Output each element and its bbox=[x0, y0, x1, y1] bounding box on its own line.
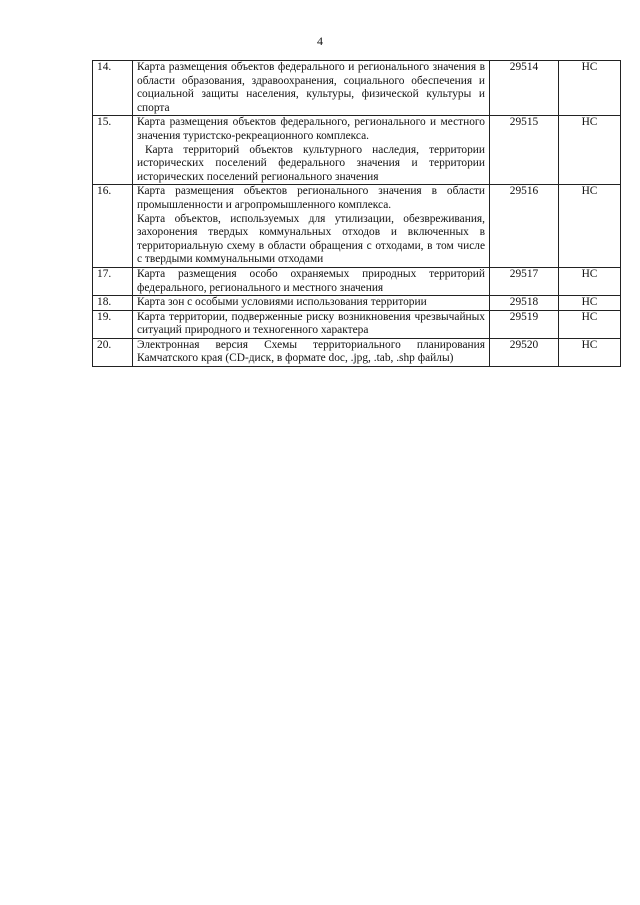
documents-table bbox=[92, 60, 621, 367]
row-title-paragraph: Карта объектов, используемых для утилизации, обезвреживания, захоронения твердых коммунальных отходов и включенных в территориальную схему в области обращения с отходами, в том числе с твердыми коммунальными отходами bbox=[137, 212, 485, 266]
table-row bbox=[93, 310, 621, 338]
row-code: 29514 bbox=[490, 61, 559, 116]
row-mark: НС bbox=[559, 61, 621, 116]
row-code: 29516 bbox=[490, 185, 559, 268]
row-number: 18. bbox=[93, 296, 133, 311]
row-title-paragraph: Карта размещения объектов регионального значения в области промышленности и агропромышленного комплекса. bbox=[137, 185, 485, 211]
row-title-paragraph: Электронная версия Схемы территориального планирования Камчатского края (CD-диск, в формате doc, .jpg, .tab, .shp файлы) bbox=[137, 338, 485, 365]
table-row bbox=[93, 267, 621, 295]
row-title-paragraph: Карта размещения особо охраняемых природных территорий федерального, регионального и местного значения bbox=[137, 267, 485, 294]
row-code: 29515 bbox=[490, 116, 559, 185]
row-number: 14. bbox=[93, 61, 133, 116]
row-mark: НС bbox=[559, 116, 621, 185]
row-code: 29520 bbox=[490, 338, 559, 366]
row-title-paragraph: Карта зон с особыми условиями использования территории bbox=[137, 296, 427, 309]
row-number: 17. bbox=[93, 267, 133, 295]
row-number: 16. bbox=[93, 185, 133, 268]
row-mark: НС bbox=[559, 267, 621, 295]
row-title bbox=[133, 338, 490, 366]
table-row bbox=[93, 185, 621, 268]
row-number: 19. bbox=[93, 310, 133, 338]
table-row bbox=[93, 296, 621, 311]
row-title bbox=[133, 310, 490, 338]
table-row bbox=[93, 116, 621, 185]
row-title bbox=[133, 296, 490, 311]
documents-table-body bbox=[93, 61, 621, 367]
row-number: 20. bbox=[93, 338, 133, 366]
row-mark: НС bbox=[559, 185, 621, 268]
table-row bbox=[93, 61, 621, 116]
row-mark: НС bbox=[559, 310, 621, 338]
row-title-paragraph: Карта размещения объектов федерального, регионального и местного значения туристско-рекреационного комплекса. bbox=[137, 116, 485, 142]
row-number: 15. bbox=[93, 116, 133, 185]
table-row bbox=[93, 338, 621, 366]
row-title bbox=[133, 116, 490, 185]
row-title bbox=[133, 267, 490, 295]
row-code: 29517 bbox=[490, 267, 559, 295]
row-title-paragraph: Карта территорий объектов культурного наследия, территории исторических поселений федерального значения и территории исторических поселений регионального значения bbox=[137, 143, 485, 183]
row-title bbox=[133, 185, 490, 268]
row-title-paragraph: Карта территории, подверженные риску возникновения чрезвычайных ситуаций природного и техногенного характера bbox=[137, 310, 485, 337]
row-title bbox=[133, 61, 490, 116]
row-code: 29518 bbox=[490, 296, 559, 311]
row-code: 29519 bbox=[490, 310, 559, 338]
page-number: 4 bbox=[317, 34, 323, 48]
row-mark: НС bbox=[559, 338, 621, 366]
row-mark: НС bbox=[559, 296, 621, 311]
row-title-paragraph: Карта размещения объектов федерального и регионального значения в области образования, здравоохранения, социального обеспечения и социальной защиты населения, культуры, физической культуры и спорта bbox=[137, 61, 485, 114]
